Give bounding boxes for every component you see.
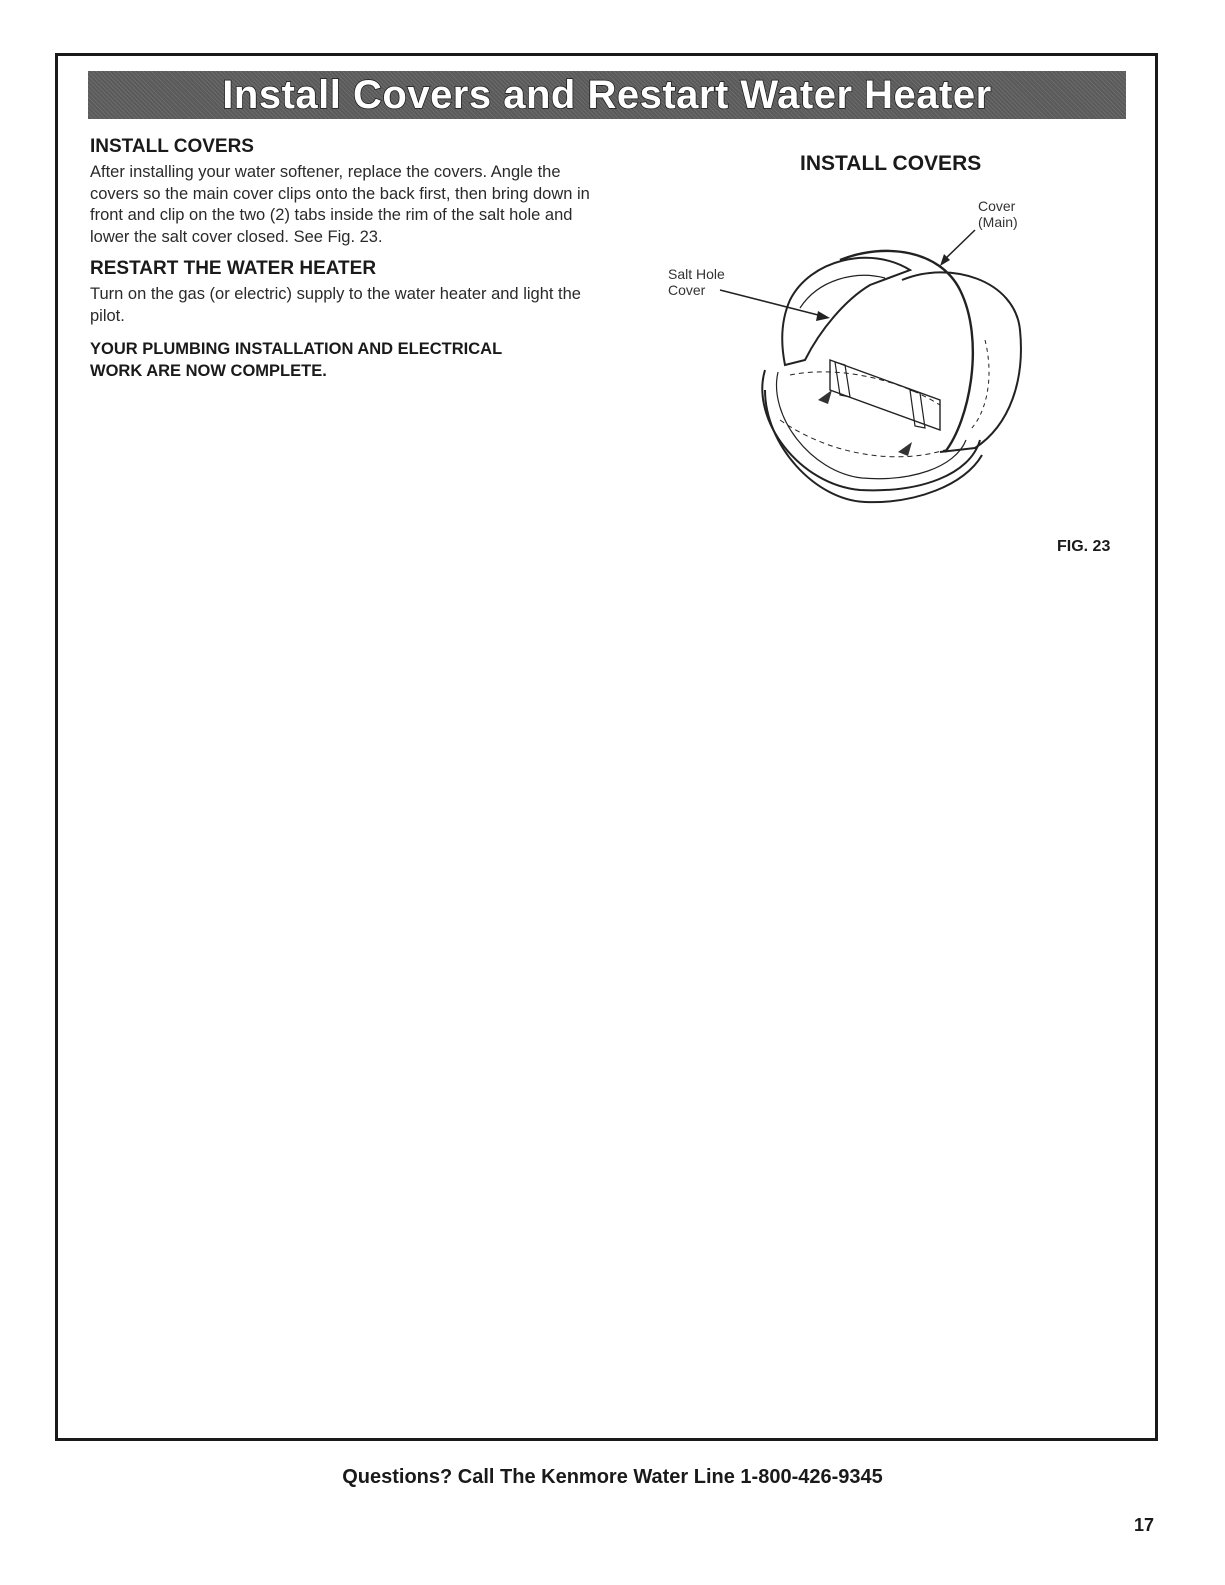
install-covers-text: After installing your water softener, replace the covers. Angle the covers so the main cover clips onto the back first, then bring down in front and clip on the two (2) tabs inside the rim of the salt hole and lower the salt cover closed. See Fig. 23. bbox=[90, 163, 590, 246]
direction-arrow-right bbox=[898, 442, 912, 456]
salt-hole-cover-inner bbox=[800, 275, 885, 308]
restart-heater-heading: RESTART THE WATER HEATER bbox=[90, 258, 377, 279]
install-covers-heading: INSTALL COVERS bbox=[90, 136, 254, 157]
page-number: 17 bbox=[1134, 1515, 1155, 1535]
softener-cover-illustration bbox=[640, 190, 1070, 520]
title-banner bbox=[88, 71, 1126, 119]
main-cover-dome bbox=[902, 272, 1021, 452]
figure-title: INSTALL COVERS bbox=[800, 152, 982, 175]
main-cover-label-line-2: (Main) bbox=[978, 214, 1018, 230]
base-rim-inner bbox=[777, 372, 966, 479]
completion-notice-line-1: YOUR PLUMBING INSTALLATION AND ELECTRICAL bbox=[90, 340, 503, 358]
salt-hole-cover-label-line-1: Salt Hole bbox=[668, 266, 725, 282]
salt-hole-leader bbox=[720, 290, 822, 316]
direction-arrow-left bbox=[818, 390, 832, 404]
salt-hole-cover-label-line-2: Cover bbox=[668, 282, 706, 298]
main-cover-label-line-1: Cover bbox=[978, 198, 1016, 214]
completion-notice-line-2: WORK ARE NOW COMPLETE. bbox=[90, 361, 327, 380]
hidden-line-2 bbox=[780, 420, 945, 457]
main-cover-edge bbox=[840, 251, 973, 452]
hidden-line-1 bbox=[790, 372, 940, 405]
figure-caption: FIG. 23 bbox=[1057, 538, 1111, 555]
restart-heater-text: Turn on the gas (or electric) supply to the water heater and light the pilot. bbox=[90, 285, 581, 325]
salt-hole-arrowhead bbox=[816, 311, 830, 321]
tab-left bbox=[835, 362, 850, 397]
completion-notice bbox=[90, 339, 610, 382]
helpline-footer: Questions? Call The Kenmore Water Line 1-800-426-9345 bbox=[342, 1466, 883, 1488]
instructions-column bbox=[90, 136, 610, 382]
base-rim bbox=[762, 370, 980, 490]
page-title: Install Covers and Restart Water Heater bbox=[222, 72, 992, 117]
